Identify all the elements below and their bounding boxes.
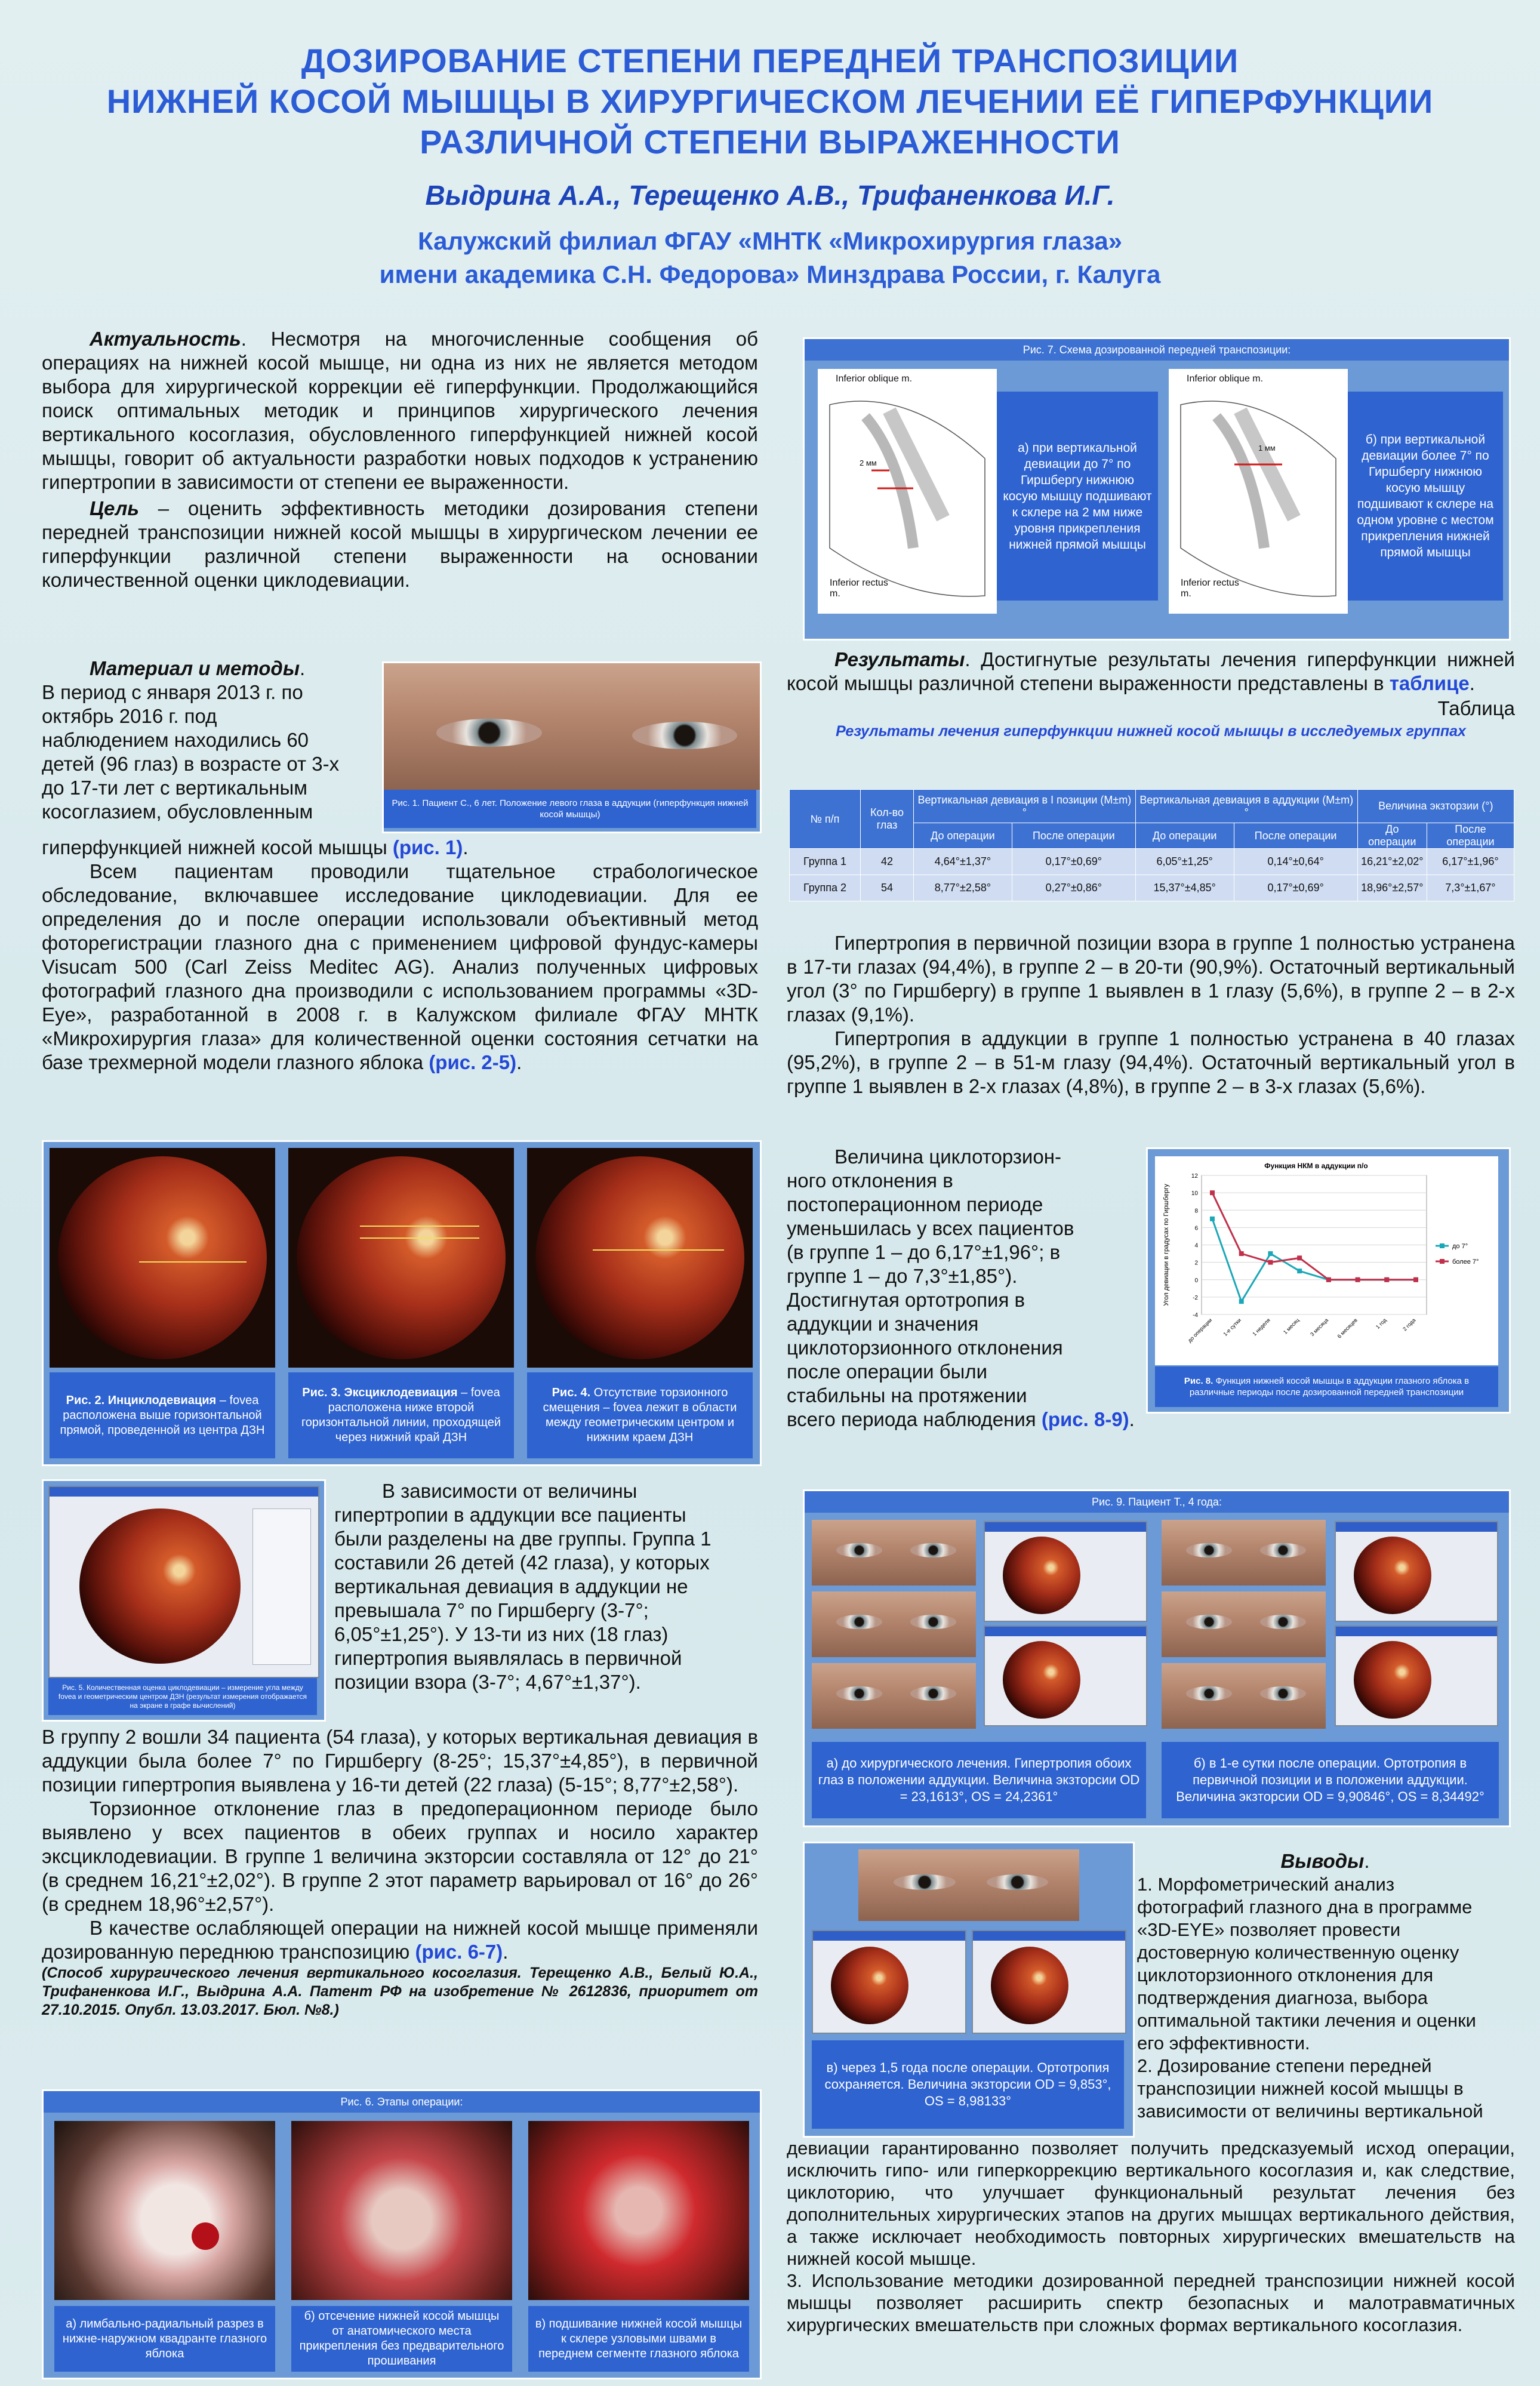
- figure-9c: [803, 1842, 1135, 2138]
- conclusion-line: его эффективности.: [1137, 2033, 1310, 2054]
- methods-end: .: [463, 836, 469, 858]
- x-tick-label: 1 год: [1375, 1317, 1388, 1331]
- eye-shape: [1260, 1543, 1306, 1557]
- conclusions-section: [1137, 1849, 1513, 2123]
- legend-label: более 7°: [1452, 1258, 1479, 1266]
- conclusions-heading: Выводы: [1280, 1850, 1365, 1872]
- results-section: [787, 648, 1515, 740]
- groups-line: составили 26 детей (42 глаза), у которых: [334, 1551, 710, 1574]
- incision-mark: [192, 2222, 219, 2250]
- eye-shape: [836, 1686, 882, 1701]
- groups-section: [334, 1479, 758, 1694]
- figure-9a-caption: а) до хирургического лечения. Гипертропия обоих глаз в положении аддукции. Величина экзторсии OD = 23,1613°, OS = 24,2361°: [812, 1742, 1146, 1818]
- th-vert1: Вертикальная девиация в I позиции (M±m)°: [914, 790, 1136, 823]
- fig9b-screen-1: [1335, 1521, 1498, 1622]
- eye-shape: [436, 719, 541, 747]
- fig9b-photo-eyes-3: [1162, 1663, 1326, 1729]
- figure-6-title: Рис. 6. Этапы операции:: [44, 2091, 760, 2113]
- goal-text: – оценить эффективность методики дозирования степени передней транспозиции нижней косой мышцы в хирургическом лечении ее гиперфункции различной степени выраженности на основании количественной оценки циклодевиации.: [42, 497, 758, 591]
- methods-heading-dot: .: [300, 657, 306, 679]
- results-table-wrapper: [789, 789, 1514, 901]
- figure-8: [1146, 1147, 1511, 1414]
- cell-value: 15,37°±4,85°: [1135, 875, 1234, 901]
- methods-line: В период с января 2013 г. по: [42, 681, 303, 703]
- cyclo-line: Достигнутая ортотропия в: [787, 1289, 1025, 1311]
- measure-line: [360, 1226, 479, 1227]
- figure-8-chart: [1155, 1156, 1498, 1365]
- label-1mm: 1 мм: [1258, 444, 1276, 452]
- figure-2-caption: [50, 1372, 275, 1458]
- cell-value: 0,27°±0,86°: [1012, 875, 1135, 901]
- title-line-2: НИЖНЕЙ КОСОЙ МЫШЦЫ В ХИРУРГИЧЕСКОМ ЛЕЧЕНИИ ЕЁ ГИПЕРФУНКЦИИ: [106, 82, 1434, 120]
- cyclo-end: .: [1129, 1408, 1135, 1430]
- chart-title: Функция НКМ в аддукции п/о: [1264, 1162, 1368, 1170]
- eye-shape: [1186, 1543, 1232, 1557]
- ref-fig-6-7: (рис. 6-7): [415, 1941, 503, 1963]
- eye-shape: [910, 1615, 956, 1629]
- data-point: [1239, 1251, 1244, 1256]
- figure-1: [382, 661, 762, 833]
- data-point: [1210, 1217, 1215, 1221]
- legend-marker: [1440, 1243, 1444, 1248]
- eye-shape: [1186, 1686, 1232, 1701]
- eye-shape: [1260, 1686, 1306, 1701]
- y-axis-label: Угол девиации в градусах по Гиршбергу: [1163, 1184, 1170, 1306]
- x-tick-label: до операции: [1186, 1317, 1213, 1344]
- fundus-image: [79, 1508, 241, 1664]
- data-point: [1413, 1277, 1418, 1282]
- cell-value: 16,21°±2,02°: [1357, 849, 1427, 875]
- title-line-3: РАЗЛИЧНОЙ СТЕПЕНИ ВЫРАЖЕННОСТИ: [420, 123, 1120, 161]
- th-before: До операции: [1357, 823, 1427, 849]
- results-text: . Достигнутые результаты лечения гиперфункции нижней косой мышцы различной степени выраженности представлены в: [787, 648, 1515, 694]
- eye-shape: [836, 1543, 882, 1557]
- methods-line: детей (96 глаз) в возрасте от 3-х: [42, 753, 340, 775]
- fundus-image: [1003, 1537, 1080, 1614]
- x-tick-label: 2 года: [1402, 1317, 1417, 1332]
- relevance-text: . Несмотря на многочисленные сообщения об операциях на нижней косой мышце, ни одна из них не является методом выбора для хирургической коррекции её гиперфункции. Продолжающийся поиск оптимальных методик и принципов хирургического лечения вертикального косоглазия, обусловленного гиперфункцией нижней косой мышцы, говорит об актуальности разработки новых подходов к устранению гипертропии в зависимости от степени ее выраженности.: [42, 328, 758, 493]
- measure-line: [593, 1249, 724, 1251]
- fig9c-photo-eyes: [858, 1849, 1079, 1921]
- fig9a-photo-eyes-3: [812, 1663, 976, 1729]
- label-inferior-rectus: Inferior rectus m.: [1181, 578, 1239, 599]
- th-before: До операции: [914, 823, 1012, 849]
- cyclo-line: после операции были: [787, 1360, 988, 1383]
- x-tick-label: 6 месяцев: [1336, 1317, 1359, 1340]
- figure-6b-photo: [291, 2121, 512, 2300]
- conclusion-line: транспозиции нижней косой мышцы в: [1137, 2078, 1464, 2099]
- x-tick-label: 1-е сутки: [1222, 1317, 1243, 1338]
- figure-7-title: Рис. 7. Схема дозированной передней транспозиции:: [805, 339, 1509, 361]
- table-label: Таблица: [1437, 697, 1515, 719]
- data-point: [1326, 1277, 1331, 1282]
- patent-citation: (Способ хирургического лечения вертикального косоглазия. Терещенко А.В., Белый Ю.А., Трифаненкова И.Г., Выдрина А.А. Патент РФ на изобретение № 2612836, приоритет от 27.10.2015. Опубл. 13.03.2017. Бюл. №8.): [42, 1965, 758, 2018]
- figure-6b-caption: б) отсечение нижней косой мышцы от анатомического места прикрепления без предварительного прошивания: [291, 2306, 512, 2372]
- cyclo-line: Величина циклоторзион-: [834, 1146, 1061, 1168]
- th-no: № п/п: [790, 790, 861, 849]
- th-count: Кол-во глаз: [861, 790, 914, 849]
- eye-shape: [910, 1543, 956, 1557]
- fundus-image: [535, 1156, 744, 1359]
- poster-title: [72, 41, 1468, 162]
- relevance-section: [42, 327, 758, 592]
- figures-2-4-panel: [42, 1140, 762, 1466]
- eye-shape: [632, 722, 737, 750]
- figure-8-caption-title: Рис. 8.: [1184, 1376, 1213, 1386]
- conclusion-line: фотографий глазного дна в программе: [1137, 1897, 1473, 1917]
- relevance-heading: Актуальность: [90, 328, 241, 350]
- fig9c-screen-1: [812, 1930, 966, 2034]
- figure-7b-diagram: [1169, 369, 1348, 614]
- figure-2-caption-text: – fovea расположена выше горизонтальной прямой, проведенной из центра ДЗН: [60, 1393, 265, 1437]
- fig9a-screen-1: [984, 1521, 1147, 1622]
- chart-area: [1155, 1156, 1498, 1365]
- measurement-panel: [252, 1508, 311, 1665]
- cyclo-line: аддукции и значения: [787, 1313, 979, 1335]
- figure-6a-photo: [54, 2121, 275, 2300]
- cyclo-line: стабильны на протяжении: [787, 1384, 1027, 1406]
- th-after: После операции: [1234, 823, 1357, 849]
- window-titlebar: [1336, 1627, 1497, 1636]
- fig9b-photo-eyes-2: [1162, 1591, 1326, 1657]
- measure-line: [139, 1261, 247, 1263]
- groups-line: 6,05°±1,25°). У 13-ти из них (18 глаз): [334, 1623, 669, 1645]
- figure-3-photo: [288, 1148, 514, 1368]
- figure-3-caption-text: – fovea расположена ниже второй горизонтальной линии, проходящей через нижний край ДЗН: [301, 1386, 501, 1444]
- cell-value: 18,96°±2,57°: [1357, 875, 1427, 901]
- groups-line: превышала 7° по Гиршбергу (3-7°;: [334, 1599, 649, 1621]
- cell-count: 54: [861, 875, 914, 901]
- conclusions-continued: [787, 2137, 1515, 2336]
- affiliation-line-2: имени академика С.Н. Федорова» Минздрава России, г. Калуга: [379, 260, 1161, 288]
- conclusion-line: 2. Дозирование степени передней: [1137, 2055, 1432, 2076]
- conclusion-line: 1. Морфометрический анализ: [1137, 1874, 1395, 1895]
- table-row: [790, 849, 1514, 875]
- methods-continued: [42, 836, 758, 1075]
- cyclo-line: (в группе 1 – до 6,17°±1,96°; в: [787, 1241, 1061, 1263]
- hypertropia-primary-text: Гипертропия в первичной позиции взора в группе 1 полностью устранена в 17-ти глазах (94,4%), в группе 2 – в 20-ти (90,9%). Остаточный вертикальный угол (3° по Гиршбергу) в группе 1 выявлен в 1 глазу (5,6%), в группе 2 – в 2-х глазах (9,1%).: [787, 932, 1515, 1026]
- groups-line: позиции взора (3-7°; 4,67°±1,37°).: [334, 1671, 641, 1693]
- goal-heading: Цель: [90, 497, 139, 519]
- hypertropia-section: [787, 931, 1515, 1098]
- th-after: После операции: [1012, 823, 1135, 849]
- figure-7a-svg: [818, 369, 997, 614]
- conclusions-dot: .: [1364, 1850, 1370, 1872]
- fundus-image: [1354, 1537, 1431, 1614]
- th-before: До операции: [1135, 823, 1234, 849]
- y-tick-label: 4: [1194, 1242, 1198, 1249]
- affiliation-line-1: Калужский филиал ФГАУ «МНТК «Микрохирургия глаза»: [417, 227, 1123, 255]
- table-title: Результаты лечения гиперфункции нижней косой мышцы в исследуемых группах: [836, 723, 1466, 740]
- label-2mm: 2 мм: [860, 458, 877, 467]
- fundus-image: [1003, 1641, 1080, 1719]
- window-titlebar: [1336, 1522, 1497, 1532]
- fundus-image: [831, 1947, 908, 2024]
- cell-value: 0,17°±0,69°: [1234, 875, 1357, 901]
- legend-marker: [1440, 1259, 1444, 1264]
- figure-4-caption: [527, 1372, 753, 1458]
- cyclo-line: группе 1 – до 7,3°±1,85°).: [787, 1265, 1018, 1287]
- x-tick-label: 1 месяц: [1282, 1317, 1301, 1335]
- y-tick-label: -4: [1193, 1312, 1198, 1319]
- data-point: [1268, 1251, 1273, 1256]
- figure-8-caption: [1155, 1366, 1498, 1407]
- cyclotorsion-section: [787, 1145, 1135, 1431]
- results-table: [789, 789, 1514, 901]
- group2-section: [42, 1725, 758, 2019]
- torsion-text: Торзионное отклонение глаз в предоперационном периоде было выявлено у всех пациентов в обеих группах и носило характер эксциклодевиации. В группе 1 величина экзторсии составляла от 12° до 21° (в среднем 16,21°±2,02°). В группе 2 этот параметр варьировал от 16° до 26° (в среднем 18,96°±2,57°).: [42, 1797, 758, 1915]
- ref-table: таблице: [1389, 672, 1470, 694]
- groups-line: вертикальная девиация в аддукции не: [334, 1575, 688, 1597]
- fig9a-screen-2: [984, 1625, 1147, 1726]
- fig9b-photo-eyes-1: [1162, 1520, 1326, 1585]
- cell-value: 8,77°±2,58°: [914, 875, 1012, 901]
- figure-1-photo: [384, 663, 760, 790]
- figure-1-caption: Рис. 1. Пациент С., 6 лет. Положение левого глаза в аддукции (гиперфункция нижней косой мышцы): [384, 790, 756, 828]
- label-inferior-oblique: Inferior oblique m.: [1187, 374, 1264, 384]
- th-vert2: Вертикальная девиация в аддукции (M±m)°: [1135, 790, 1357, 823]
- cell-value: 7,3°±1,67°: [1427, 875, 1514, 901]
- eye-shape: [894, 1874, 956, 1890]
- figure-6c-photo: [528, 2121, 749, 2300]
- cell-value: 6,05°±1,25°: [1135, 849, 1234, 875]
- y-tick-label: 8: [1194, 1208, 1198, 1215]
- figure-9: [803, 1489, 1511, 1827]
- conclusion-line: зависимости от величины вертикальной: [1137, 2101, 1483, 2122]
- conclusion-line: оптимальной тактики лечения и оценки: [1137, 2010, 1476, 2031]
- methods-line: косоглазием, обусловленным: [42, 801, 313, 823]
- methods-section: [42, 657, 376, 824]
- figure-3-caption-title: Рис. 3. Эксциклодевиация: [302, 1386, 458, 1399]
- x-tick-label: 1 неделя: [1251, 1317, 1271, 1337]
- fig9b-screen-2: [1335, 1625, 1498, 1726]
- data-point: [1239, 1299, 1244, 1304]
- figure-4-photo: [527, 1148, 753, 1368]
- hypertropia-adduction-text: Гипертропия в аддукции в группе 1 полностью устранена в 40 глазах (95,2%), в группе 2 – в 51-м глазу (94,4%). Остаточный вертикальный угол в группе 1 выявлен в 2-х глазах (4,8%), в группе 2 – в 3-х глазах (5,6%).: [787, 1027, 1515, 1097]
- groups-line: гипертропии в аддукции все пациенты: [334, 1504, 686, 1526]
- cell-count: 42: [861, 849, 914, 875]
- figure-2-photo: [50, 1148, 275, 1368]
- figure-8-caption-text: Функция нижней косой мышцы в аддукции глазного яблока в различные периоды после дозированной передней транспозиции: [1189, 1376, 1470, 1397]
- cyclo-line: постоперационном периоде: [787, 1193, 1043, 1215]
- data-point: [1356, 1277, 1360, 1282]
- fundus-image: [1354, 1641, 1431, 1719]
- y-tick-label: 10: [1191, 1190, 1198, 1197]
- window-titlebar: [50, 1487, 318, 1497]
- conclusion-3: 3. Использование методики дозированной передней транспозиции нижней косой мышцы позволяет расширить спектр безопасных и малотравматичных хирургических вмешательств при сложных формах вертикального косоглазия.: [787, 2270, 1515, 2335]
- results-end: .: [1469, 672, 1475, 694]
- figure-6c-caption: в) подшивание нижней косой мышцы к склере узловыми швами в переднем сегменте глазного яблока: [528, 2306, 749, 2372]
- fundus-image: [58, 1156, 267, 1359]
- ref-fig-1: (рис. 1): [392, 836, 463, 858]
- cell-value: 0,17°±0,69°: [1012, 849, 1135, 875]
- affiliation: [72, 224, 1468, 291]
- figure-7b-svg: [1169, 369, 1348, 614]
- methods-heading: Материал и методы: [90, 657, 300, 679]
- cell-value: 0,14°±0,64°: [1234, 849, 1357, 875]
- figure-7a-caption: а) при вертикальной девиации до 7° по Гиршбергу нижнюю косую мышцу подшивают к склере на 2 мм ниже уровня прикрепления нижней прямой мышцы: [997, 392, 1158, 601]
- figure-9c-caption: в) через 1,5 года после операции. Ортотропия сохраняется. Величина экзторсии OD = 9,853°, OS = 8,98133°: [812, 2040, 1124, 2129]
- data-point: [1268, 1260, 1273, 1265]
- figure-6a-caption: а) лимбально-радиальный разрез в нижне-наружном квадранте глазного яблока: [54, 2306, 275, 2372]
- figure-9b-caption: б) в 1-е сутки после операции. Ортотропия в первичной позиции и в положении аддукции. Величина экзторсии OD = 9,90846°, OS = 8,34492°: [1162, 1742, 1499, 1818]
- figure-7: [803, 337, 1511, 641]
- window-titlebar: [813, 1931, 965, 1941]
- cyclo-tail: всего периода наблюдения: [787, 1408, 1042, 1430]
- figure-9-title: Рис. 9. Пациент Т., 4 года:: [805, 1491, 1509, 1513]
- label-inferior-rectus: Inferior rectus m.: [830, 578, 888, 599]
- fig9a-photo-eyes-2: [812, 1591, 976, 1657]
- group2-text: В группу 2 вошли 34 пациента (54 глаза), у которых вертикальная девиация в аддукции была более 7° по Гиршбергу (8-25°; 15,37°±4,85°), в первичной позиции гипертропия выявлена у 16-ти детей (22 глаза) (5-15°; 8,77°±2,58°).: [42, 1726, 758, 1796]
- measure-line: [360, 1237, 479, 1239]
- groups-line: гипертропия выявлялась в первичной: [334, 1647, 682, 1669]
- y-tick-label: 0: [1194, 1277, 1198, 1284]
- groups-line: В зависимости от величины: [382, 1480, 637, 1502]
- ref-fig-2-5: (рис. 2-5): [429, 1051, 517, 1073]
- figure-5: [42, 1479, 326, 1722]
- cell-value: 4,64°±1,37°: [914, 849, 1012, 875]
- data-point: [1210, 1190, 1215, 1195]
- legend-label: до 7°: [1452, 1243, 1468, 1250]
- y-tick-label: 2: [1194, 1260, 1198, 1267]
- groups-line: были разделены на две группы. Группа 1: [334, 1528, 712, 1550]
- eye-shape: [836, 1615, 882, 1629]
- figure-4-caption-title: Рис. 4.: [552, 1386, 591, 1399]
- y-tick-label: -2: [1193, 1294, 1198, 1301]
- fundus-image: [991, 1947, 1068, 2024]
- window-titlebar: [973, 1931, 1125, 1941]
- conclusion-2-tail: девиации гарантированно позволяет получить предсказуемый исход операции, исключить гипо- или гиперкоррекцию вертикального косоглазия и, как следствие, циклоторию, что улучшает функциональный результат лечения без дополнительных хирургических этапов на других мышцах вертикального действия, а также исключает необходимость повторных хирургических вмешательств на нижней косой мышце.: [787, 2138, 1515, 2269]
- table-row: [790, 875, 1514, 901]
- figure-7b-caption: б) при вертикальной девиации более 7° по Гиршбергу нижнюю косую мышцу подшивают к склере на одном уровне с местом прикрепления нижней прямой мышцы: [1348, 392, 1503, 601]
- fundus-image: [297, 1156, 506, 1359]
- conclusion-line: достоверную количественную оценку: [1137, 1942, 1459, 1963]
- figure-2-caption-title: Рис. 2. Инциклодевиация: [66, 1393, 217, 1407]
- operation-end: .: [503, 1941, 509, 1963]
- exam-text: Всем пациентам проводили тщательное страбологическое обследование, включавшее исследование циклодевиации. Для ее определения до и после операции использовали объективный метод фоторегистрации глазного дна с применением цифровой фундус-камеры Visucam 500 (Carl Zeiss Meditec AG). Анализ полученных цифровых фотографий глазного дна производили с использованием программы «3D-Eye», разработанной в 2008 г. в Калужском филиале ФГАУ МНТК «Микрохирургия глаза» для количественной оценки состояния сетчатки на базе трехмерной модели глазного яблока: [42, 860, 758, 1073]
- operation-text: В качестве ослабляющей операции на нижней косой мышце применяли дозированную переднюю транспозицию: [42, 1917, 758, 1963]
- figure-7a-diagram: [818, 369, 997, 614]
- figure-6: [42, 2089, 762, 2379]
- methods-tail: гиперфункцией нижней косой мышцы: [42, 836, 393, 858]
- window-titlebar: [985, 1627, 1146, 1636]
- authors: Выдрина А.А., Терещенко А.В., Трифаненкова И.Г.: [425, 180, 1115, 211]
- cyclo-line: уменьшилась у всех пациентов: [787, 1217, 1074, 1239]
- conclusion-line: подтверждения диагноза, выбора: [1137, 1987, 1428, 2008]
- results-heading: Результаты: [834, 648, 965, 670]
- fig9c-screen-2: [972, 1930, 1126, 2034]
- figure-3-caption: [288, 1372, 514, 1458]
- cyclo-line: ного отклонения в: [787, 1169, 953, 1192]
- title-line-1: ДОЗИРОВАНИЕ СТЕПЕНИ ПЕРЕДНЕЙ ТРАНСПОЗИЦИИ: [301, 42, 1239, 79]
- th-extorsion: Величина экзторзии (°): [1357, 790, 1514, 823]
- data-point: [1297, 1255, 1302, 1260]
- cyclo-line: циклоторзионного отклонения: [787, 1337, 1063, 1359]
- data-point: [1384, 1277, 1389, 1282]
- th-after: После операции: [1427, 823, 1514, 849]
- x-tick-label: 3 месяца: [1309, 1317, 1330, 1338]
- exam-end: .: [516, 1051, 522, 1073]
- figure-5-screenshot: [48, 1486, 319, 1678]
- methods-line: октябрь 2016 г. под: [42, 705, 217, 727]
- y-tick-label: 12: [1191, 1173, 1198, 1180]
- figure-4-caption-text: Отсутствие торзионного смещения – fovea лежит в области между геометрическим центром и нижним краем ДЗН: [543, 1386, 737, 1444]
- figure-5-caption: Рис. 5. Количественная оценка циклодевиации – измерение угла между fovea и геометрическим центром ДЗН (результат измерения отображается на экране в графе вычислений): [48, 1678, 317, 1715]
- methods-line: наблюдением находились 60: [42, 729, 309, 751]
- eye-shape: [1186, 1615, 1232, 1629]
- eye-shape: [1260, 1615, 1306, 1629]
- methods-line: до 17-ти лет с вертикальным: [42, 777, 307, 799]
- eye-shape: [910, 1686, 956, 1701]
- data-point: [1297, 1269, 1302, 1273]
- label-inferior-oblique: Inferior oblique m.: [836, 374, 913, 384]
- y-tick-label: 6: [1194, 1225, 1198, 1232]
- cell-group: Группа 1: [790, 849, 861, 875]
- ref-fig-8-9: (рис. 8-9): [1041, 1408, 1129, 1430]
- fig9a-photo-eyes-1: [812, 1520, 976, 1585]
- conclusion-line: циклоторзионного отклонения для: [1137, 1965, 1434, 1985]
- cell-group: Группа 2: [790, 875, 861, 901]
- conclusion-line: «3D-EYE» позволяет провести: [1137, 1919, 1401, 1940]
- cell-value: 6,17°±1,96°: [1427, 849, 1514, 875]
- window-titlebar: [985, 1522, 1146, 1532]
- eye-shape: [987, 1874, 1049, 1890]
